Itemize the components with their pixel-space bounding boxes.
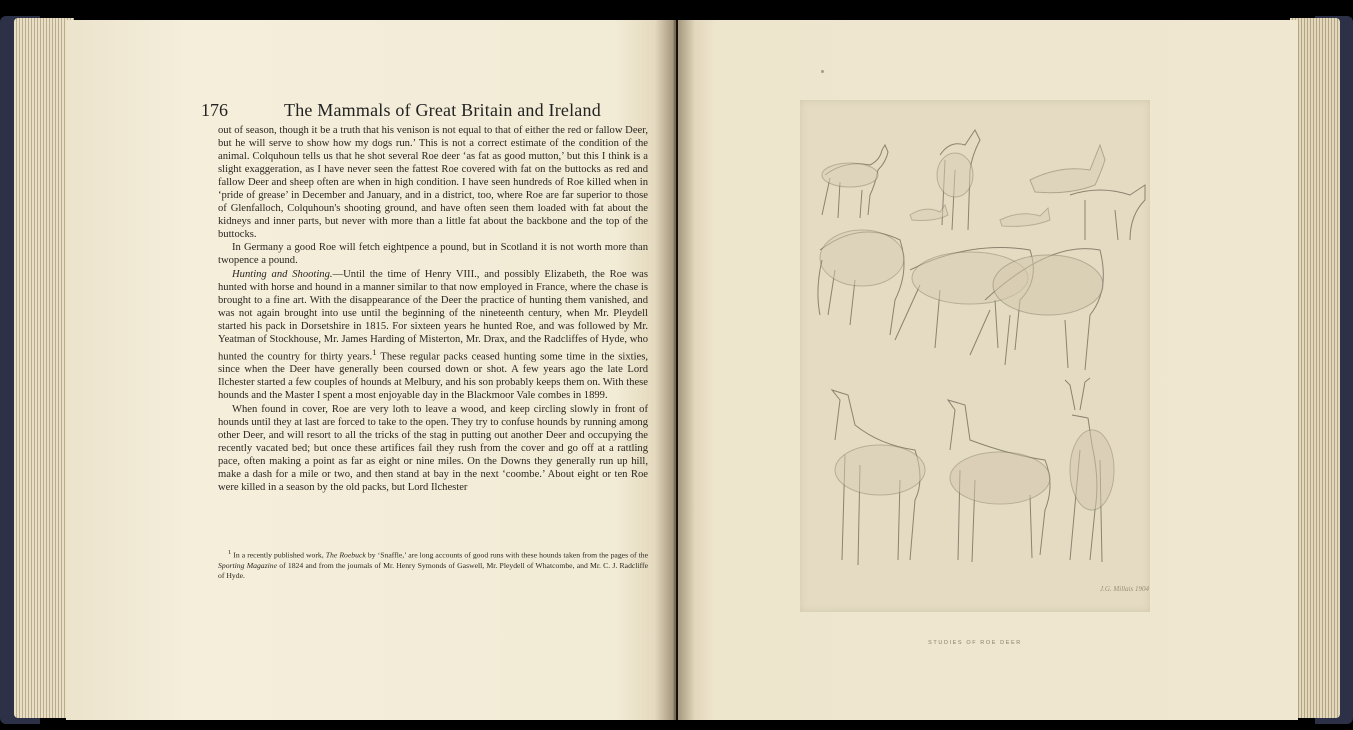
footnote [218,548,648,581]
body-paragraph: In Germany a good Roe will fetch eightpence a pound, but in Scotland it is not worth more than twopence a pound. [218,242,648,267]
page-header [201,100,661,124]
artist-signature: J.G. Millais 1904 [1100,585,1149,593]
page-edges-left [14,18,74,718]
deer-sketches [800,100,1150,612]
roebuck-sketch [1065,378,1114,562]
body-paragraph: out of season, though it be a truth that his venison is not equal to that of either the red or fallow Deer, but he will serve to show how my dogs run.’ This is not a correct estimate of the condition of the animal. Colquhoun tells us that he shot several Roe deer ‘as fat as good mutton,’ but this I think is a slight exaggeration, as I have never seen the fattest Roe covered with fat on the buttocks as red and fallow Deer and sheep often are when in high condition. I have seen hundreds of Roe killed when in ‘pride of grease’ in December and January, and in a district, too, where Roe are far superior to those of Glenfalloch, Colquhoun's shooting ground, and have often seen them loaded with fat about the kidneys and inner parts, but never with more than a little fat about the backbone and the top of the buttocks. [218,125,648,241]
fawn-sketch-1 [822,145,888,218]
standing-deer-sketch [948,400,1050,562]
lying-fawns-sketch [910,205,1050,226]
body-paragraph: Hunting and Shooting.—Until the time of Henry VIII., and possibly Elizabeth, the Roe was hunted with horse and hound in a manner similar to that now employed in France, where the chase is brought to a fine art. With the disappearance of the Deer the practice of hunting them vanished, and was not again brought into use until the beginning of the nineteenth century, when Mr. Pleydell started his pack in Dorsetshire in 1815. For sixteen years he hunted Roe, and was followed by Mr. Yeatman of Stockhouse, Mr. James Harding of Misterton, Mr. Drax, and the Radcliffes of Hyde, who hunted the country for thirty years.$^1$ These regular packs ceased hunting some time in the sixties, since when the Deer have generally been coursed down or shot. A few years ago the late Lord Ilchester started a few couples of hounds at Melbury, and his son probably keeps them on. With these hounds and the Master I spent a most enjoyable day in the Blackmoor Vale combes in 1899. [218,268,648,402]
footnote-text: $^1$ In a recently published work, The Roebuck by ‘Snaffle,’ are long accounts of good runs with these hounds taken from the pages of the Sporting Magazine of 1824 and from the journals of Mr. Henry Symonds of Gaswell, Mr. Pleydell of Whatcombe, and Mr. C. J. Radcliffe of Hyde. [218,549,649,580]
body-paragraph: When found in cover, Roe are very loth to leave a wood, and keep circling slowly in front of hounds until they at last are forced to take to the open. They try to confuse hounds by running among other Deer, and will resort to all the tricks of the stag in putting out another Deer and occupying the recently vacated bed; but once these artifices fail they rush from the cover and go off at a rattling pace, often making a point as far as eight or nine miles. On the Downs they generally run up hill, make a dash for a mile or two, and then stand at bay in the next ‘coombe.’ About eight or ten Roe were killed in a season by the old packs, but Lord Ilchester [218,403,648,493]
page-number: 176 [201,100,228,120]
book-gutter [655,20,695,720]
plate-caption: STUDIES OF ROE DEER [928,640,1022,646]
standing-doe-sketch [832,390,925,565]
body-text [218,124,648,494]
resting-deer-sketch [1030,145,1145,240]
grazing-deer-sketch-1 [818,230,904,335]
paper-speck [821,70,824,73]
deer-plate-illustration [800,100,1150,612]
running-title: The Mammals of Great Britain and Ireland [284,100,601,120]
